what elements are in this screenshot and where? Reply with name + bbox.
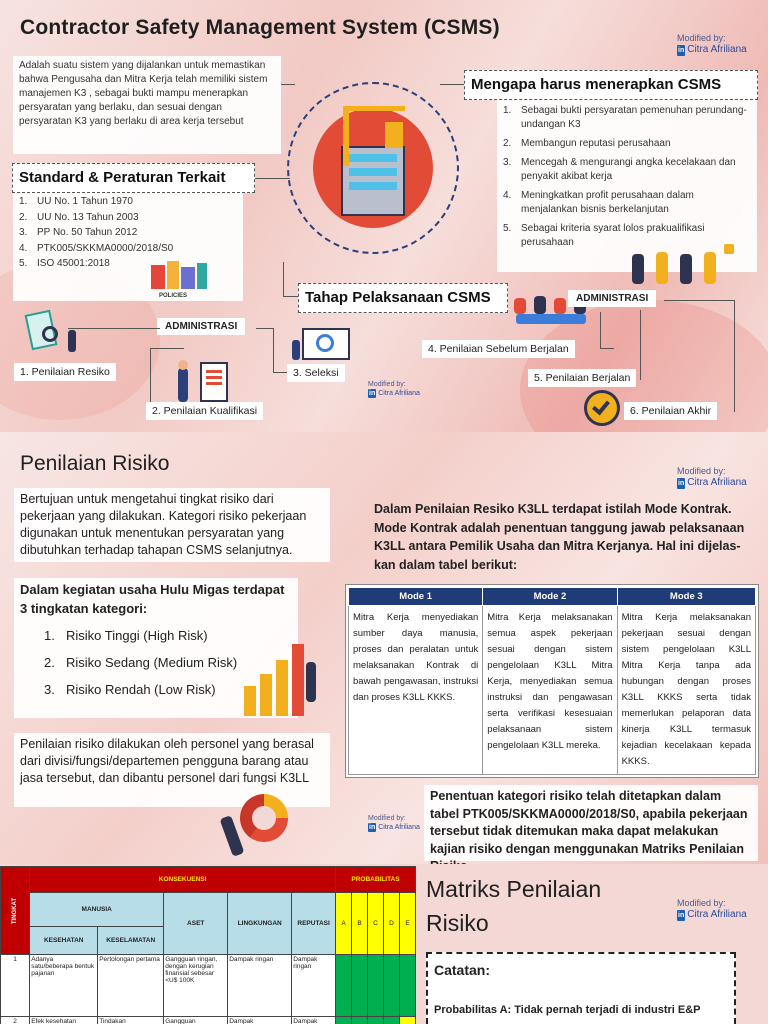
admin-label-left: ADMINISTRASI (157, 318, 245, 335)
table-row: 1 Adanya satu/beberapa bentuk pajanan Pertolongan pertama Gangguan ringan, dengan kerugian finansial sebesar <U$ 100K Dampak ringan Dampak ringan (1, 955, 416, 1017)
list-item: 4. Meningkatkan profit perusahaan dalam menjalankan bisnis berkelanjutan (503, 190, 694, 215)
page-title: Contractor Safety Management System (CSMS) (20, 16, 500, 39)
list-item: 1. Risiko Tinggi (High Risk) (44, 628, 208, 643)
ptk-note-box (424, 785, 758, 861)
selection-icon (292, 328, 356, 362)
catatan-label: Catatan: (434, 962, 491, 978)
csms-definition-box (13, 56, 281, 154)
mode-intro-text: Dalam Penilaian Resiko K3LL terdapat istilah Mode Kontrak. Mode Kontrak adalah penentuan tanggung jawab pelaksanaan K3LL antara Pemilik Usaha dan Mitra Kerjanya. Hal ini dijelas-kan dalam tabel berikut: (374, 502, 745, 572)
building-icon (341, 146, 405, 216)
mode-header: Mode 2 (483, 588, 617, 606)
risk-purpose-box (14, 488, 330, 562)
mode-cell: Mitra Kerja melaksanakan semua aspek pekerjaan sesuai dengan sistem pengelolaan K3LL Mitra Kerja, menyediakan semua instruksi dan pengawasan serta verifikasi kesesuaian pelaksanaan sistem pengelolaan K3LL mereka. (483, 606, 617, 775)
mode-table (348, 587, 756, 775)
watermark: Modified by: in Citra Afriliana (368, 381, 420, 397)
clipboard-icon (200, 362, 228, 402)
list-item: 3. PP No. 50 Tahun 2012 (19, 227, 138, 238)
construction-illustration (287, 82, 459, 254)
linkedin-icon: in (678, 47, 685, 54)
person-icon (306, 662, 316, 702)
step-penilaian-kualifikasi: 2. Penilaian Kualifikasi (146, 402, 263, 420)
why-list (503, 104, 751, 250)
step-penilaian-sebelum-berjalan: 4. Penilaian Sebelum Berjalan (422, 340, 575, 358)
step-penilaian-akhir: 6. Penilaian Akhir (624, 402, 717, 420)
qualification-icon (170, 360, 234, 404)
matrix-tingkat-label: TINGKAT (12, 897, 19, 924)
matrix-manusia-header: MANUSIA (30, 893, 164, 927)
standard-list (19, 194, 237, 272)
admin-label-right: ADMINISTRASI (568, 290, 656, 307)
list-item: 2. Risiko Sedang (Medium Risk) (44, 655, 238, 670)
risk-assessment-icon (22, 310, 78, 356)
list-item: 2. UU No. 13 Tahun 2003 (19, 211, 139, 223)
section-title-matriks: Matriks Penilaian Risiko (426, 876, 602, 936)
final-assessment-icon (574, 388, 624, 428)
risk-categories-heading: Dalam kegiatan usaha Hulu Migas terdapat 3 tingkatan kategori: (20, 582, 285, 616)
csms-definition: Adalah suatu sistem yang dijalankan untuk memastikan bahwa Pengusaha dan Mitra Kerja telah memiliki sistem manajemen K3 , sebagai bukti mampu menerapkan persyaratan yang berlaku, dan sesuai dengan persyaratan K3 yang berlaku di area kerja tersebut (19, 60, 268, 127)
matrix-probabilitas-header: PROBABILITAS (336, 867, 416, 893)
list-item: 5. Sebagai kriteria syarat lolos prakualifikasi perusahaan (503, 223, 705, 248)
list-item: 5. ISO 45001:2018 (19, 258, 110, 269)
section-title-penilaian-risiko: Penilaian Risiko (20, 452, 170, 475)
mode-header: Mode 1 (349, 588, 483, 606)
watermark: Modified by: in Citra Afriliana (677, 466, 747, 488)
catatan-box (426, 952, 736, 1024)
mode-cell: Mitra Kerja melaksanakan pekerjaan sesuai dengan sistem pengelolaan K3LL Mitra Kerja tanpa ada hubungan dengan proses K3LL KKKS serta tidak memerlukan pelaporan data kinerja K3LL termasuk kejadian kecelakaan kepada KKKS. (617, 606, 755, 775)
matrix-aset-header: ASET (164, 893, 228, 955)
watermark: Modified by: in Citra Afriliana (368, 815, 420, 831)
mode-table-container (345, 584, 759, 778)
watermark: Modified by: in Citra Afriliana (677, 898, 747, 920)
risk-matrix-table (0, 866, 416, 1024)
matrix-lingkungan-header: LINGKUNGAN (228, 893, 292, 955)
crane-icon (343, 106, 349, 166)
list-item: 3. Risiko Rendah (Low Risk) (44, 682, 216, 697)
risk-purpose-text: Bertujuan untuk mengetahui tingkat risiko dari pekerjaan yang dilakukan. Kategori risiko pekerjaan digunakan untuk menentukan persyaratan yang dibutuhkan terhadap tahapan CSMS selanjutnya. (20, 492, 307, 557)
team-illustration (624, 244, 744, 292)
table-row (349, 606, 756, 775)
person-icon (178, 368, 188, 402)
policies-illustration (141, 261, 215, 299)
prob-col-c: C (368, 893, 384, 955)
list-item: 3. Mencegah & mengurangi angka kecelakaan dan penyakit akibat kerja (503, 157, 736, 182)
linkedin-icon: in (369, 390, 376, 397)
why-heading: Mengapa harus menerapkan CSMS (464, 70, 758, 100)
linkedin-icon: in (678, 912, 685, 919)
step-seleksi: 3. Seleksi (287, 364, 345, 382)
step-penilaian-resiko: 1. Penilaian Resiko (14, 363, 116, 381)
step-penilaian-berjalan: 5. Penilaian Berjalan (528, 369, 636, 387)
catatan-text: Probabilitas A: Tidak pernah terjadi di industri E&P (434, 1004, 701, 1016)
tahap-heading: Tahap Pelaksanaan CSMS (298, 283, 508, 313)
list-item: 4. PTK005/SKKMA0000/2018/S0 (19, 242, 174, 254)
list-item: 2. Membangun reputasi perusahaan (503, 138, 671, 149)
prob-col-b: B (352, 893, 368, 955)
prob-col-e: E (400, 893, 416, 955)
list-item: 1. Sebagai bukti persyaratan pemenuhan perundang-undangan K3 (503, 105, 747, 130)
policies-label: POLICIES (159, 293, 188, 299)
matrix-reputasi-header: REPUTASI (292, 893, 336, 955)
matrix-kesehatan-header: KESEHATAN (30, 927, 98, 955)
magnifier-icon (42, 326, 58, 342)
ptk-note-text: Penentuan kategori risiko telah ditetapkan dalam tabel PTK005/SKKMA0000/2018/S0, apabila pekerjaan tersebut tidak ditemukan maka dapat melakukan kajian risiko dengan menggunakan Matriks Penilaian (430, 789, 748, 856)
watermark: Modified by: in Citra Afriliana (677, 33, 747, 55)
bar-chart-illustration (236, 632, 322, 718)
list-item: 1. UU No. 1 Tahun 1970 (19, 196, 133, 207)
mode-header: Mode 3 (617, 588, 755, 606)
matrix-konsekuensi-header: KONSEKUENSI (30, 867, 336, 893)
risk-matrix-container (0, 866, 416, 1024)
magnifier-icon (316, 334, 334, 352)
risk-gauge-illustration (220, 790, 300, 862)
standard-list-box (13, 193, 243, 301)
linkedin-icon: in (678, 480, 685, 487)
linkedin-icon: in (369, 824, 376, 831)
standard-heading: Standard & Peraturan Terkait (12, 163, 255, 193)
prob-col-d: D (384, 893, 400, 955)
table-row: 2 Efek kesehatan Tindakan Gangguan Dampak Dampak (1, 1017, 416, 1024)
risk-assessor-text: Penilaian risiko dilakukan oleh personel yang berasal dari divisi/fungsi/departemen pengguna barang atau jasa tersebut, dan dibantu personel dari fungsi K3LL (20, 737, 314, 785)
prob-col-a: A (336, 893, 352, 955)
matrix-keselamatan-header: KESELAMATAN (98, 927, 164, 955)
mode-cell: Mitra Kerja menyediakan sumber daya manusia, proses dan peralatan untuk melaksanakan Kontrak di bawah pengawasan, instruksi dan proses K3LL KKKS. (349, 606, 483, 775)
